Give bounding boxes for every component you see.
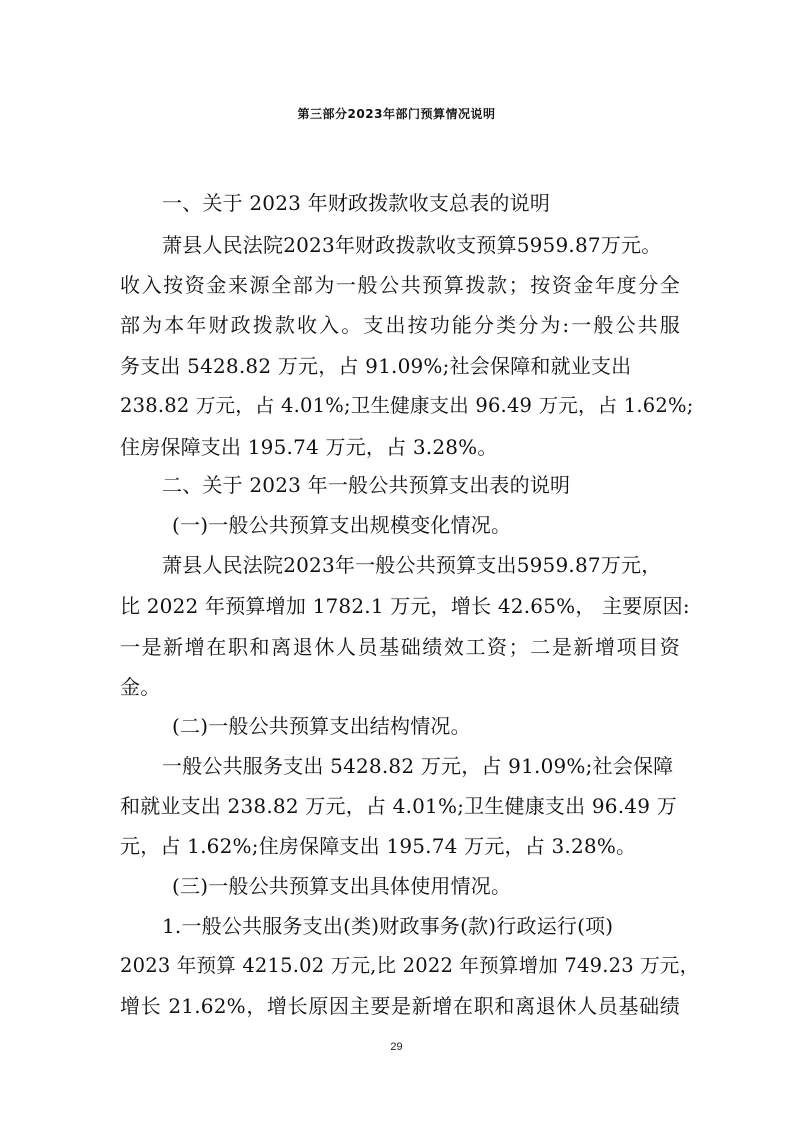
paragraph-line: 比 2022 年预算增加 1782.1 万元，增长 42.65%， 主要原因: bbox=[120, 594, 690, 618]
paragraph-line: 一是新增在职和离退休人员基础绩效工资；二是新增项目资 bbox=[120, 635, 680, 659]
paragraph-line: 部为本年财政拨款收入。支出按功能分类分为:一般公共服 bbox=[120, 313, 680, 337]
subsection-heading-2: (二)一般公共预算支出结构情况。 bbox=[172, 714, 471, 738]
paragraph-line: 住房保障支出 195.74 万元，占 3.28%。 bbox=[120, 435, 498, 459]
page-number: 29 bbox=[390, 1041, 403, 1053]
subsection-heading-1: (一)一般公共预算支出规模变化情况。 bbox=[172, 513, 512, 537]
paragraph-line: 2023 年预算 4215.02 万元,比 2022 年预算增加 749.23 万元， bbox=[120, 954, 700, 977]
paragraph-line: 一般公共服务支出 5428.82 万元，占 91.09%;社会保障 bbox=[162, 754, 674, 778]
subsection-heading-3: (三)一般公共预算支出具体使用情况。 bbox=[172, 874, 512, 898]
paragraph-line: 和就业支出 238.82 万元，占 4.01%;卫生健康支出 96.49 万 bbox=[120, 794, 677, 818]
paragraph-line: 金。 bbox=[120, 675, 161, 699]
paragraph-line: 元，占 1.62%;住房保障支出 195.74 万元，占 3.28%。 bbox=[120, 834, 637, 858]
paragraph-line: 务支出 5428.82 万元，占 91.09%;社会保障和就业支出 bbox=[120, 354, 632, 378]
paragraph-line: 萧县人民法院2023年一般公共预算支出5959.87万元， bbox=[162, 553, 662, 577]
paragraph-line: 增长 21.62%，增长原因主要是新增在职和离退休人员基础绩 bbox=[120, 994, 680, 1018]
paragraph-line: 1.一般公共服务支出(类)财政事务(款)行政运行(项) bbox=[162, 914, 614, 938]
paragraph-line: 收入按资金来源全部为一般公共预算拨款；按资金年度分全 bbox=[120, 273, 680, 297]
paragraph-line: 238.82 万元，占 4.01%;卫生健康支出 96.49 万元，占 1.62%; bbox=[120, 394, 694, 417]
section-heading-1: 一、关于 2023 年财政拨款收支总表的说明 bbox=[162, 191, 551, 215]
section-heading-2: 二、关于 2023 年一般公共预算支出表的说明 bbox=[162, 473, 571, 497]
page-title: 第三部分2023年部门预算情况说明 bbox=[297, 107, 496, 121]
paragraph-line: 萧县人民法院2023年财政拨款收支预算5959.87万元。 bbox=[162, 233, 662, 257]
